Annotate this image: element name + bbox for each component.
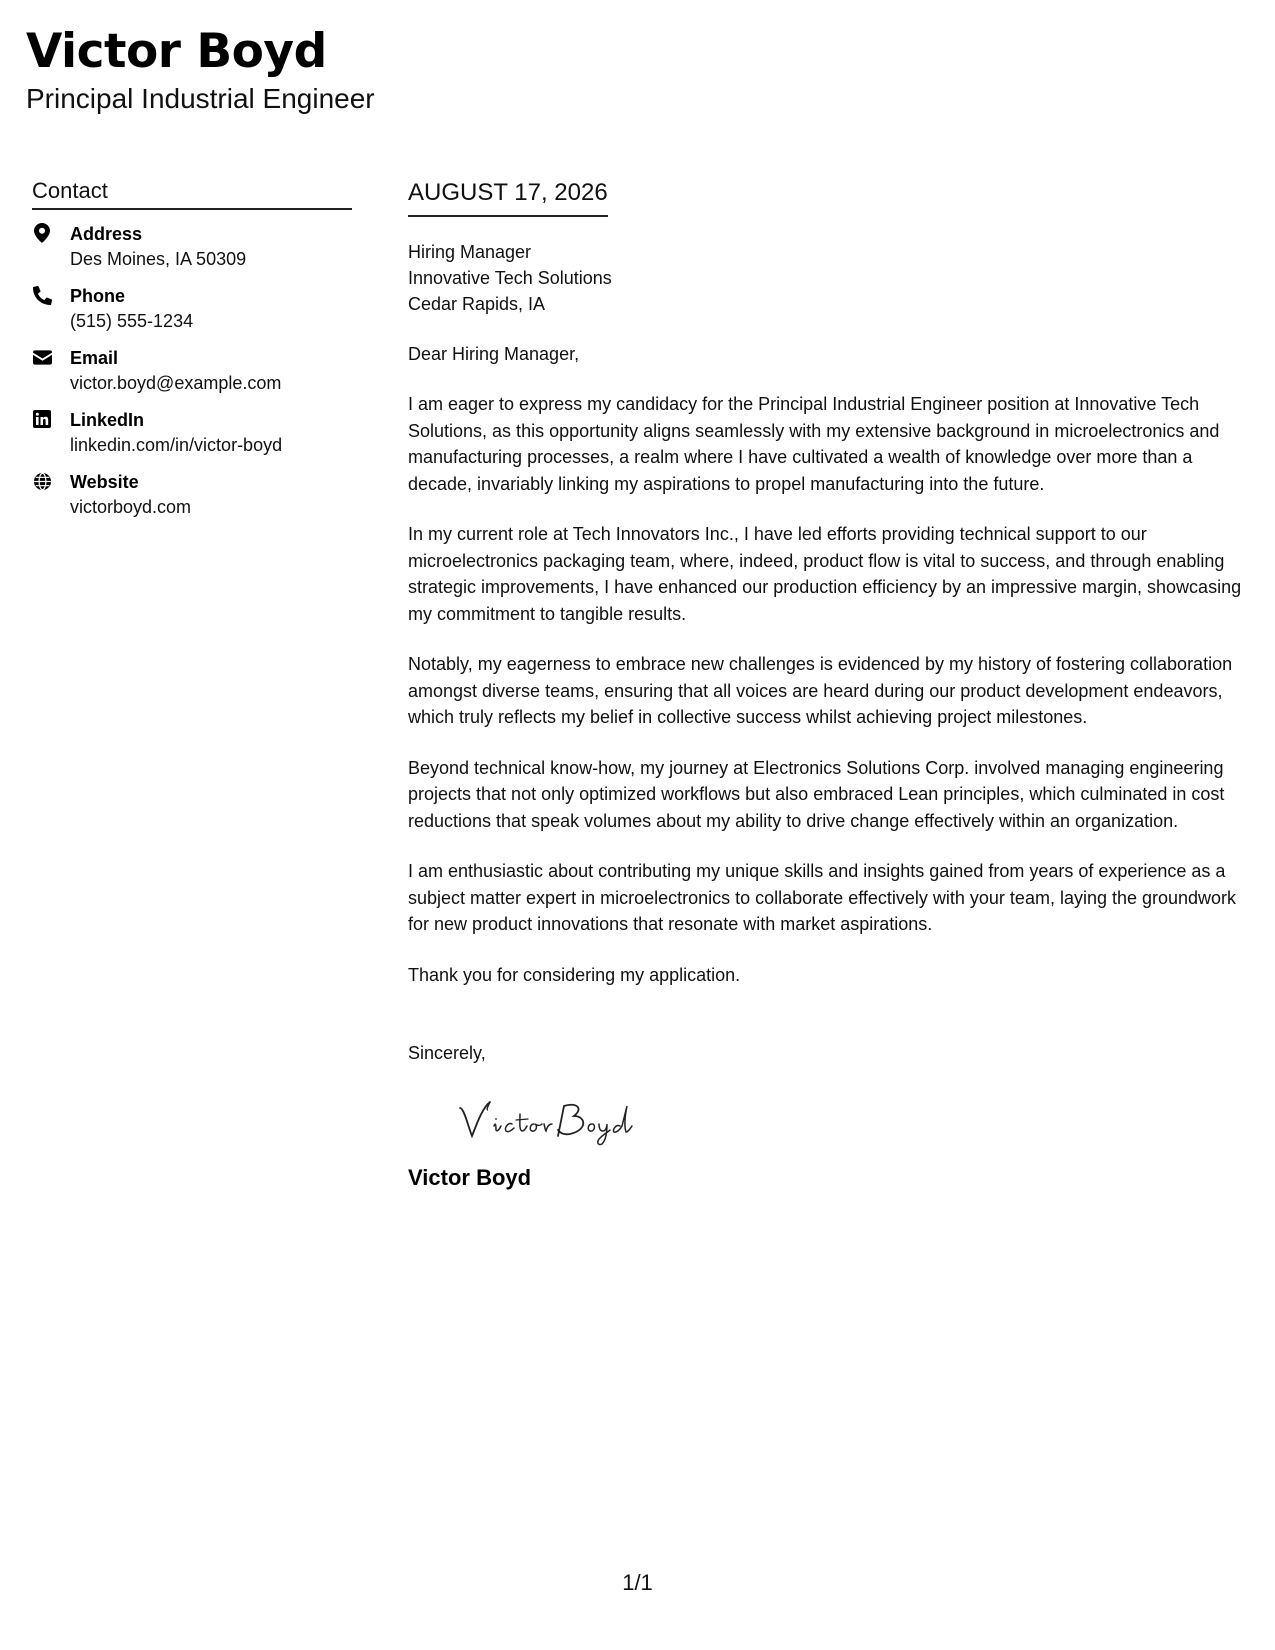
address-value: Des Moines, IA 50309 — [70, 249, 247, 269]
phone-value: (515) 555-1234 — [70, 311, 194, 331]
envelope-icon — [32, 347, 52, 367]
contact-item-linkedin — [32, 408, 352, 458]
job-title: Principal Industrial Engineer — [26, 83, 375, 114]
contact-item-website — [32, 470, 352, 520]
recipient-company: Innovative Tech Solutions — [408, 268, 612, 288]
contact-item-email — [32, 346, 352, 396]
recipient-block — [408, 239, 1253, 317]
contact-label: Email — [70, 348, 119, 368]
closing: Sincerely, — [408, 1043, 486, 1063]
linkedin-value[interactable]: linkedin.com/in/victor-boyd — [70, 435, 283, 455]
contact-label: Address — [70, 224, 143, 244]
greeting: Dear Hiring Manager, — [408, 344, 580, 364]
body-paragraph: Thank you for considering my application. — [408, 964, 741, 985]
candidate-name: Victor Boyd — [26, 24, 327, 79]
letter-body — [408, 177, 1253, 1192]
recipient-location: Cedar Rapids, IA — [408, 294, 546, 314]
header — [26, 22, 375, 116]
body-paragraph: Notably, my eagerness to embrace new challenges is evidenced by my history of fostering collaboration amongst diverse teams, ensuring that all voices are heard during our product development endeavors, which truly reflects my belief in collective success whilst achieving project milestones. — [408, 654, 1233, 727]
contact-sidebar — [32, 176, 352, 532]
signature-image — [446, 1086, 646, 1146]
website-value[interactable]: victorboyd.com — [70, 497, 192, 517]
body-paragraph: Beyond technical know-how, my journey at Electronics Solutions Corp. involved managing engineering projects that not only optimized workflows but also embraced Lean principles, which culminated in cost reductions that speak volumes about my ability to drive change effectively within an organization. — [408, 757, 1225, 831]
contact-label: Website — [70, 472, 139, 492]
globe-icon — [32, 471, 52, 491]
location-pin-icon — [32, 223, 52, 243]
body-paragraph: I am eager to express my candidacy for the Principal Industrial Engineer position at Innovative Tech Solutions, as this opportunity aligns seamlessly with my extensive background in microelectronics and manufacturing processes, a realm where I have cultivated a wealth of knowledge over more than a decade, invariably linking my aspirations to propel manufacturing into the future. — [408, 394, 1220, 494]
linkedin-icon — [32, 409, 52, 429]
letter-date: AUGUST 17, 2026 — [408, 177, 608, 217]
recipient-name: Hiring Manager — [408, 242, 532, 262]
phone-icon — [32, 285, 52, 305]
contact-label: Phone — [70, 286, 126, 306]
body-paragraph: In my current role at Tech Innovators Inc., I have led efforts providing technical support to our microelectronics packaging team, where, indeed, product flow is vital to success, and through enabling strategic improvements, I have enhanced our production efficiency by an impressive margin, showcasing my commitment to tangible results. — [408, 524, 1242, 624]
contact-label: LinkedIn — [70, 410, 145, 430]
body-paragraph: I am enthusiastic about contributing my unique skills and insights gained from years of experience as a subject matter expert in microelectronics to collaborate effectively with your team, laying the groundwork for new product innovations that resonate with market aspirations. — [408, 861, 1237, 934]
email-value[interactable]: victor.boyd@example.com — [70, 373, 282, 393]
signed-name: Victor Boyd — [408, 1165, 532, 1190]
page-number: 1/1 — [622, 1570, 653, 1595]
contact-item-address — [32, 222, 352, 272]
contact-item-phone — [32, 284, 352, 334]
contact-heading: Contact — [32, 176, 352, 210]
